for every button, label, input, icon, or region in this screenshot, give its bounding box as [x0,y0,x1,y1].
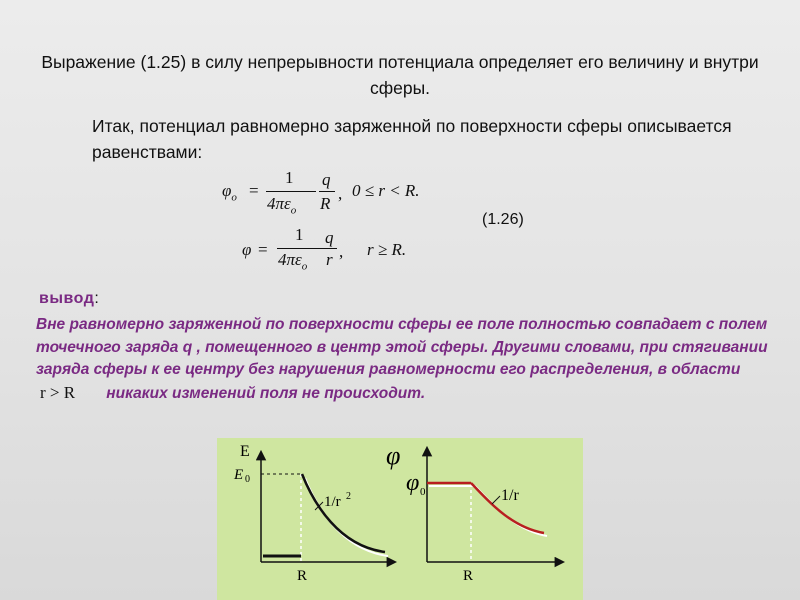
formula2-equals: = [258,240,268,259]
conclusion-title: вывод: [39,290,100,307]
graph-E-curve-power: 2 [346,491,351,502]
formula1-fraction-bar-1 [266,191,316,192]
graph-E-curve-label: 1/r [324,494,341,510]
lead-paragraph: Итак, потенциал равномерно заряженной по поверхности сферы описывается равенствами: [92,116,732,162]
formula2-num1: 1 [295,225,304,244]
graph-E-x-tick-R: R [297,568,308,584]
formula1-lhs: $\varphi_o$ [222,181,237,204]
formula2-den2: r [326,250,333,269]
graph-phi-x-tick-R: R [463,568,474,584]
graph-E-curve-shadow [305,478,388,556]
equation-number: (1.26) [482,211,524,228]
formula2-lhs: φ [242,240,252,259]
graph-E-y-label: E [240,443,250,460]
graph-phi [386,441,563,584]
formula1-comma: , [338,184,343,203]
formula2-den1: $4\pi\varepsilon_o$ [278,250,308,273]
graph-E [233,443,395,584]
formula2-comma: , [339,242,344,261]
graphs-panel [217,438,583,600]
conclusion-condition: r > R [40,382,76,402]
graph-phi-level-sub: 0 [420,486,426,498]
formula1-den2: R [320,194,331,213]
formula2-condition: r ≥ R. [367,240,407,259]
graph-phi-curve-pointer [492,496,500,504]
graph-E-level-sub: 0 [245,474,250,485]
conclusion-paragraph [36,314,776,405]
graph-phi-y-label: φ [386,441,401,470]
formula2-fraction-bar-1 [277,248,324,249]
formula1-num2: q [322,170,331,189]
formula-block [222,166,462,278]
formula1-condition: 0 ≤ r < R. [352,181,420,200]
formula1-num1: 1 [285,168,294,187]
formula1-den1: $4\pi\varepsilon_o$ [267,194,297,217]
intro-paragraph: Выражение (1.25) в силу непрерывности потенциала определяет его величину и внутри сферы. [41,52,759,98]
formula1-equals: = [249,181,259,200]
graph-phi-level-label: φ [406,470,420,496]
formula2-num2: q [325,228,334,247]
graph-phi-curve-label: 1/r [501,487,519,504]
conclusion-text-after: никаких изменений поля не происходит. [102,384,426,402]
graph-E-curve [302,474,385,552]
graphs-svg [217,438,583,600]
conclusion-text-before: Вне равномерно заряженной по поверхности сферы ее поле полностью совпадает с полем точечного заряда q , помещенного в центр этой сферы. Другими словами, при стягивании заряда сферы к ее центру без нарушения равномерности его распределения, в области [36,316,768,378]
formula1-fraction-bar-2 [319,191,335,192]
formula2-fraction-bar-2 [323,248,337,249]
graph-E-level-label: E [234,467,244,483]
